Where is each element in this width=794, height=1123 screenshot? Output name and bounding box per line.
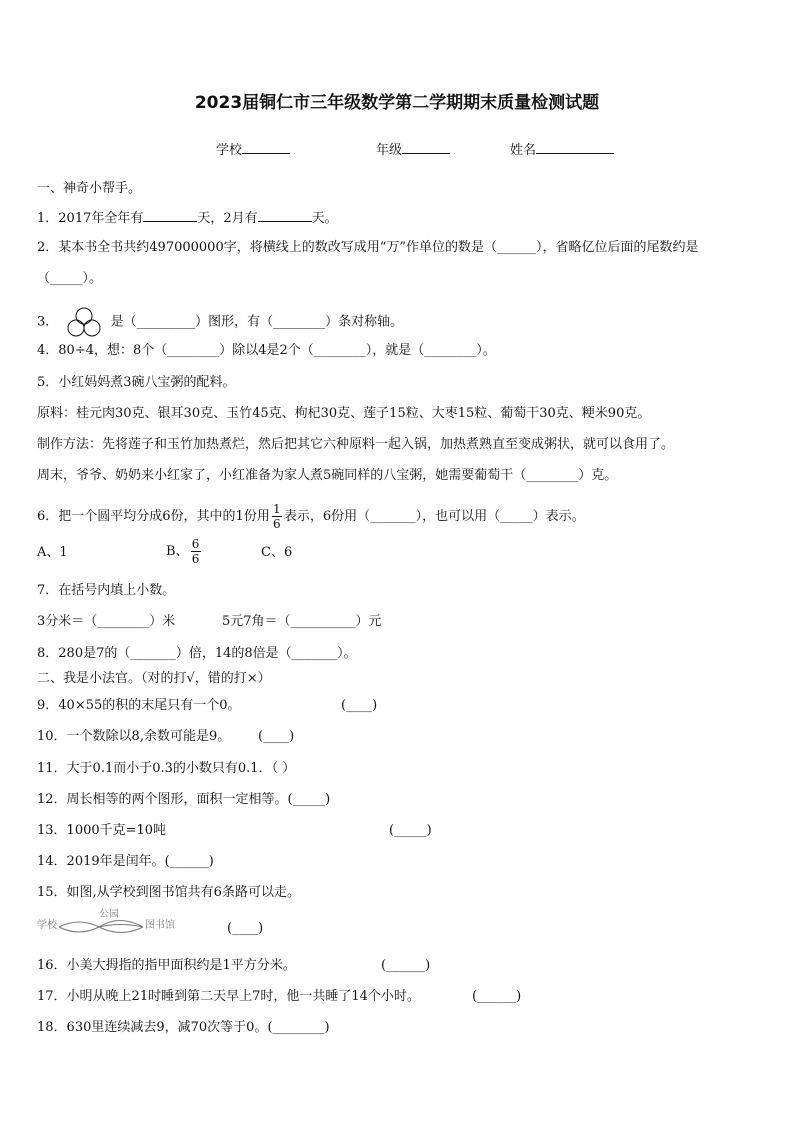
name-label: 姓名 xyxy=(510,143,537,158)
question-11: 11．大于0.1而小于0.3的小数只有0.1．（ ） xyxy=(37,761,296,776)
q13-answer[interactable]: (_____) xyxy=(389,823,432,838)
question-7-part-2: 5元7角＝（__________）元 xyxy=(222,614,382,629)
grade-blank[interactable] xyxy=(402,140,450,154)
page-title: 2023届铜仁市三年级数学第二学期期末质量检测试题 xyxy=(194,93,600,113)
question-10: 10．一个数除以8,余数可能是9。 xyxy=(37,729,231,744)
section-2-heading: 二、我是小法官。（对的打√，错的打×） xyxy=(37,671,271,686)
question-18: 18．630里连续减去9，减70次等于0。(________) xyxy=(37,1020,330,1035)
question-5-ingredients: 原料：桂元肉30克、银耳30克、玉竹45克、枸杞30克、莲子15粒、大枣15粒、葡萄干30克、粳米90克。 xyxy=(37,406,651,421)
question-15: 15．如图,从学校到图书馆共有6条路可以走。 xyxy=(37,885,300,900)
question-1 xyxy=(37,208,338,228)
q15-answer[interactable]: (____) xyxy=(227,921,264,936)
q6-option-a[interactable]: A、1 xyxy=(37,545,68,560)
park-label: 公园 xyxy=(99,909,119,920)
question-2-cont: （_____）。 xyxy=(37,271,103,286)
q9-answer[interactable]: (____) xyxy=(341,698,378,713)
name-blank[interactable] xyxy=(536,140,614,154)
q6-option-c[interactable]: C、6 xyxy=(261,545,293,560)
library-label: 图书馆 xyxy=(145,920,175,931)
q3-text: 是（_________）图形，有（________）条对称轴。 xyxy=(110,314,404,330)
q17-answer[interactable]: (______) xyxy=(472,989,522,1004)
q10-answer[interactable]: (____) xyxy=(258,729,295,744)
q6-option-b-label: B、 xyxy=(166,544,189,559)
grade-label: 年级 xyxy=(376,143,403,158)
q1-blank-2[interactable] xyxy=(258,208,312,222)
question-4: 4．80÷4，想：8个（________）除以4是2个（________），就是（________）。 xyxy=(37,343,496,358)
fraction-one-sixth xyxy=(272,503,282,530)
question-7-part-1: 3分米＝（________）米 xyxy=(37,614,176,629)
q6-option-b[interactable] xyxy=(166,538,203,565)
grade-field xyxy=(376,139,450,158)
question-13: 13．1000千克=10吨 xyxy=(37,823,167,838)
question-5-method: 制作方法：先将莲子和玉竹加热煮烂，然后把其它六种原料一起入锅，加热煮熟直至变成粥状，就可以食用了。 xyxy=(37,437,675,452)
school-blank[interactable] xyxy=(242,140,290,154)
fraction-numerator: 1 xyxy=(273,502,281,516)
question-17: 17．小明从晚上21时睡到第二天早上7时，他一共睡了14个小时。 xyxy=(37,989,420,1004)
school-field xyxy=(216,139,290,158)
school-label: 学校 xyxy=(37,920,57,931)
q6-text-a: 6．把一个圆平均分成6份，其中的1份用 xyxy=(37,509,270,524)
fraction-numerator: 6 xyxy=(191,537,200,551)
q6-text-b: 表示，6份用（_______），也可以用（_____）表示。 xyxy=(283,509,585,524)
fraction-denominator: 6 xyxy=(191,552,200,566)
question-7: 7．在括号内填上小数。 xyxy=(37,583,176,598)
question-9: 9．40×55的积的末尾只有一个0。 xyxy=(37,698,241,713)
question-6 xyxy=(37,503,585,530)
name-field xyxy=(510,139,614,158)
question-14: 14．2019年是闰年。(______) xyxy=(37,854,214,869)
question-16: 16．小美大拇指的指甲面积约是1平方分米。 xyxy=(37,958,296,973)
q1-text-b: 天，2月有 xyxy=(197,211,258,226)
question-5: 5．小红妈妈煮3碗八宝粥的配料。 xyxy=(37,375,236,390)
fraction-six-sixths xyxy=(191,538,201,565)
question-12: 12．周长相等的两个图形，面积一定相等。(_____) xyxy=(37,792,331,807)
q1-text-a: 1．2017年全年有 xyxy=(37,211,144,226)
three-circles-figure xyxy=(66,307,102,337)
q16-answer[interactable]: (______) xyxy=(381,958,431,973)
section-1-heading: 一、神奇小帮手。 xyxy=(37,181,142,196)
question-8: 8．280是7的（_______）倍，14的8倍是（_______）。 xyxy=(37,646,357,661)
question-5-ask: 周末，爷爷、奶奶来小红家了，小红准备为家人煮5碗同样的八宝粥，她需要葡萄干（________）克。 xyxy=(37,468,618,483)
q1-blank-1[interactable] xyxy=(143,208,197,222)
q1-text-c: 天。 xyxy=(311,211,338,226)
question-2: 2．某本书全书共约497000000字，将横线上的数改写成用“万”作单位的数是（______），省略亿位后面的尾数约是 xyxy=(37,240,699,255)
q3-number: 3． xyxy=(37,314,59,330)
fraction-denominator: 6 xyxy=(273,517,281,531)
school-label: 学校 xyxy=(216,143,243,158)
question-3 xyxy=(37,307,403,337)
